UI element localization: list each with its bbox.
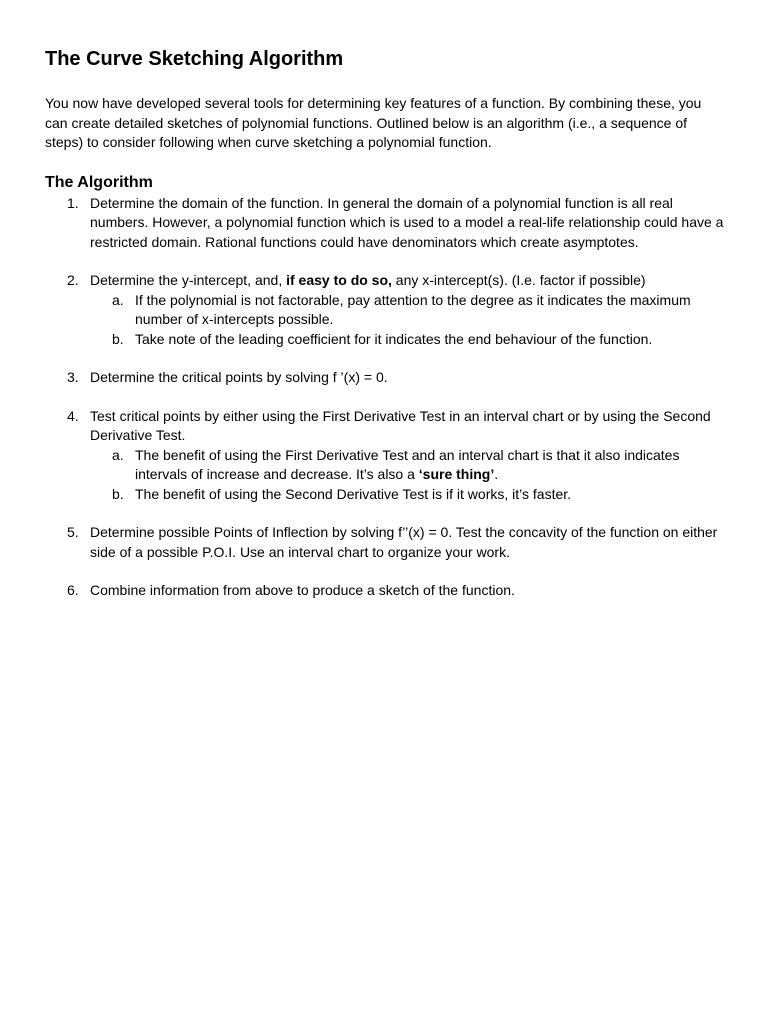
sub-list-item (90, 330, 725, 350)
sub-steps-list (90, 446, 725, 505)
step-number: 4. (67, 407, 79, 424)
step-text-part: Determine the y-intercept, and, (90, 272, 287, 288)
sub-step-text: Take note of the leading coefficient for it indicates the end behaviour of the function. (135, 330, 653, 347)
step-number: 1. (67, 194, 79, 211)
sub-list-item (90, 485, 725, 505)
sub-step-letter: b. (112, 485, 124, 502)
list-item-step-2 (45, 271, 725, 349)
list-item-step-3 (45, 368, 725, 388)
list-item-step-5 (45, 523, 725, 562)
list-item-step-1 (45, 194, 725, 253)
step-text: Determine the critical points by solving f ’(x) = 0. (90, 369, 388, 385)
step-number: 2. (67, 272, 79, 288)
step-text: Test critical points by either using the First Derivative Test in an interval chart or by using the Second Derivative Test. (90, 407, 711, 443)
sub-steps-list (90, 291, 725, 350)
step-text-part: any x-intercept(s). (I.e. factor if possible) (391, 272, 646, 288)
sub-step-text: If the polynomial is not factorable, pay attention to the degree as it indicates the maximum number of x-intercepts possible. (135, 291, 691, 327)
intro-paragraph: You now have developed several tools for determining key features of a function. By combining these, you can create detailed sketches of polynomial functions. Outlined below is an algorithm (i.e., a sequence of steps) to consider following when curve sketching a polynomial function. (45, 95, 702, 150)
sub-step-text-bold: ‘sure thing’ (418, 466, 495, 482)
sub-step-text-part: The benefit of using the First Derivative Test and an interval chart is that it also indicates intervals of increase and decrease. It’s also a (135, 446, 680, 482)
step-number: 5. (67, 524, 79, 540)
sub-step-text-part: . (494, 466, 499, 482)
sub-step-letter: b. (112, 330, 124, 347)
list-item-step-4 (45, 407, 725, 505)
sub-list-item (90, 291, 725, 330)
step-number: 3. (67, 369, 79, 385)
step-number: 6. (67, 582, 79, 598)
step-text: Combine information from above to produce a sketch of the function. (90, 582, 515, 598)
algorithm-steps-list (45, 194, 725, 601)
step-text-bold: if easy to do so, (286, 272, 392, 288)
step-text: Determine the domain of the function. In general the domain of a polynomial function is all real numbers. However, a polynomial function which is used to a model a real-life relationship could have a restricted domain. Rational functions could have denominators which create asymptotes. (90, 194, 724, 250)
section-heading: The Algorithm (45, 173, 153, 191)
document-page (45, 46, 725, 620)
page-title: The Curve Sketching Algorithm (45, 48, 344, 70)
list-item-step-6 (45, 581, 725, 601)
sub-step-letter: a. (112, 446, 124, 463)
sub-list-item (90, 446, 725, 485)
step-text: Determine possible Points of Inflection by solving f’’(x) = 0. Test the concavity of the function on either side of a possible P.O.I. Use an interval chart to organize your work. (90, 524, 718, 560)
sub-step-text: The benefit of using the Second Derivative Test is if it works, it’s faster. (135, 485, 572, 502)
sub-step-letter: a. (112, 291, 124, 308)
